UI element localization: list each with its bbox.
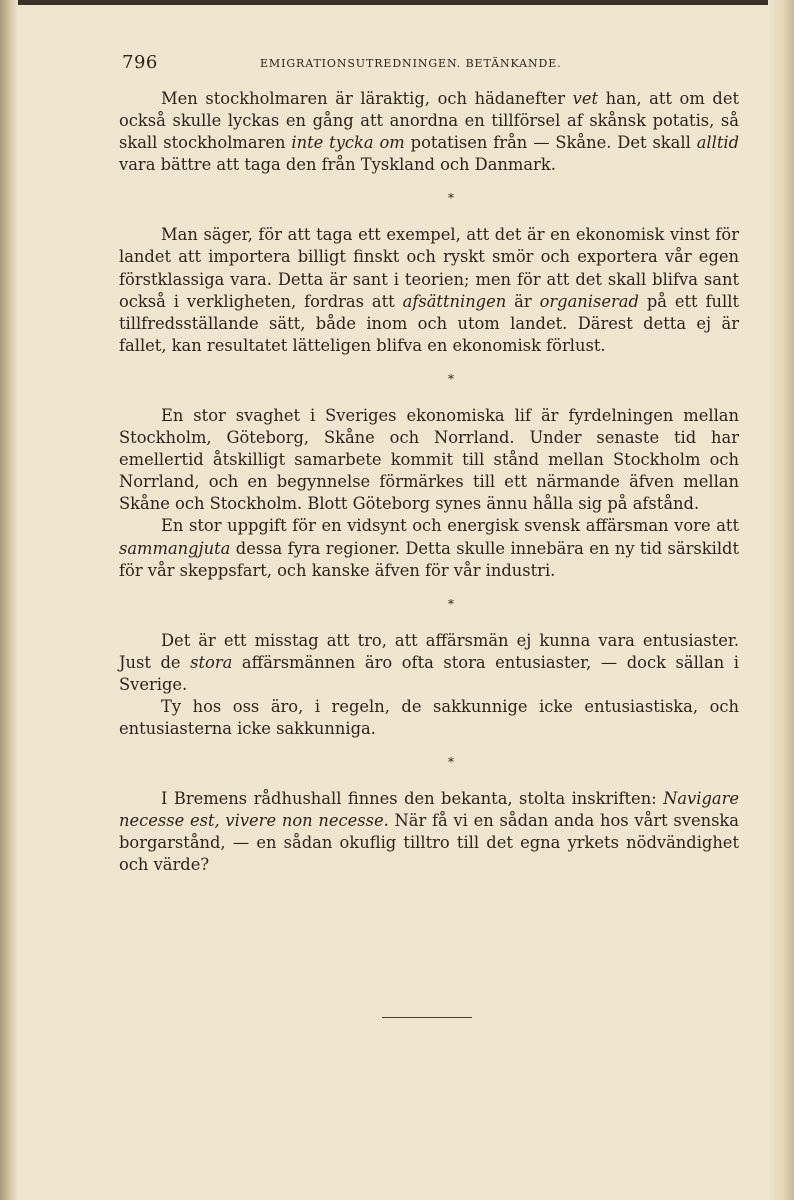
emphasis: organiserad	[539, 291, 639, 311]
book-binding-edge	[0, 0, 18, 1200]
page-header	[122, 52, 622, 78]
emphasis: vet	[572, 89, 599, 108]
emphasis: sammangjuta	[119, 538, 231, 558]
page-edge-right	[768, 0, 794, 1200]
section-separator: *	[448, 371, 454, 386]
paragraph: I Bremens rådhushall finnes den bekanta, stolta inskriften: Navigare necesse est, vivere non necesse. När få vi en sådan anda hos vårt svenska borgarstånd, — en sådan okuflig tilltro till det egna yrkets nödvändighet och värde?	[119, 789, 739, 875]
emphasis: Navigare necesse est, vivere non necesse.	[119, 789, 739, 831]
section-separator: *	[448, 755, 454, 770]
body-text	[119, 88, 739, 877]
page-number: 796	[122, 52, 158, 73]
paragraph: Men stockholmaren är läraktig, och hädanefter vet han, att om det också skulle lyckas en gång att anordna en tillförsel af skånsk potatis, så skall stockholmaren inte tycka om potatisen från — Skåne. Det skall alltid vara bättre att taga den från Tyskland och Danmark.	[119, 89, 739, 175]
emphasis: afsättningen	[402, 291, 507, 311]
emphasis: stora	[190, 652, 233, 672]
section-separator: *	[448, 191, 454, 206]
paragraph: En stor uppgift för en vidsynt och energisk svensk affärsman vore att sammangjuta dessa fyra regioner. Detta skulle innebära en ny tid särskildt för vår skeppsfart, och kanske äfven för vår industri.	[119, 516, 739, 580]
paragraph: Man säger, för att taga ett exempel, att det är en ekonomisk vinst för landet att importera billigt finskt och ryskt smör och exportera vår egen förstklassiga vara. Detta är sant i teorien; men för att det skall blifva sant också i verkligheten, fordras att afsättningen är organiserad på ett fullt tillfredsställande sätt, både inom och utom landet. Därest detta ej är fallet, kan resultatet lätteligen blifva en ekonomisk förlust.	[119, 225, 739, 355]
emphasis: alltid	[696, 133, 739, 153]
section-separator: *	[448, 596, 454, 611]
page-top-shadow	[0, 0, 794, 5]
paragraph: Ty hos oss äro, i regeln, de sakkunnige icke entusiastiska, och entusiasterna icke sakkunniga.	[119, 696, 739, 739]
paragraph: Det är ett misstag att tro, att affärsmän ej kunna vara entusiaster. Just de stora affärsmännen äro ofta stora entusiaster, — dock sällan i Sverige.	[119, 630, 739, 694]
emphasis: inte tycka om	[291, 133, 405, 153]
running-title: EMIGRATIONSUTREDNINGEN. BETÄNKANDE.	[260, 57, 562, 70]
end-rule	[382, 1017, 472, 1018]
paragraph: En stor svaghet i Sveriges ekonomiska lif är fyrdelningen mellan Stockholm, Göteborg, Skåne och Norrland. Under senaste tid har emellertid åtskilligt samarbete kommit till stånd mellan Stockholm och Norrland, och en begynnelse förmärkes till ett närmande äfven mellan Skåne och Stockholm. Blott Göteborg synes ännu hålla sig på afstånd.	[119, 405, 739, 514]
